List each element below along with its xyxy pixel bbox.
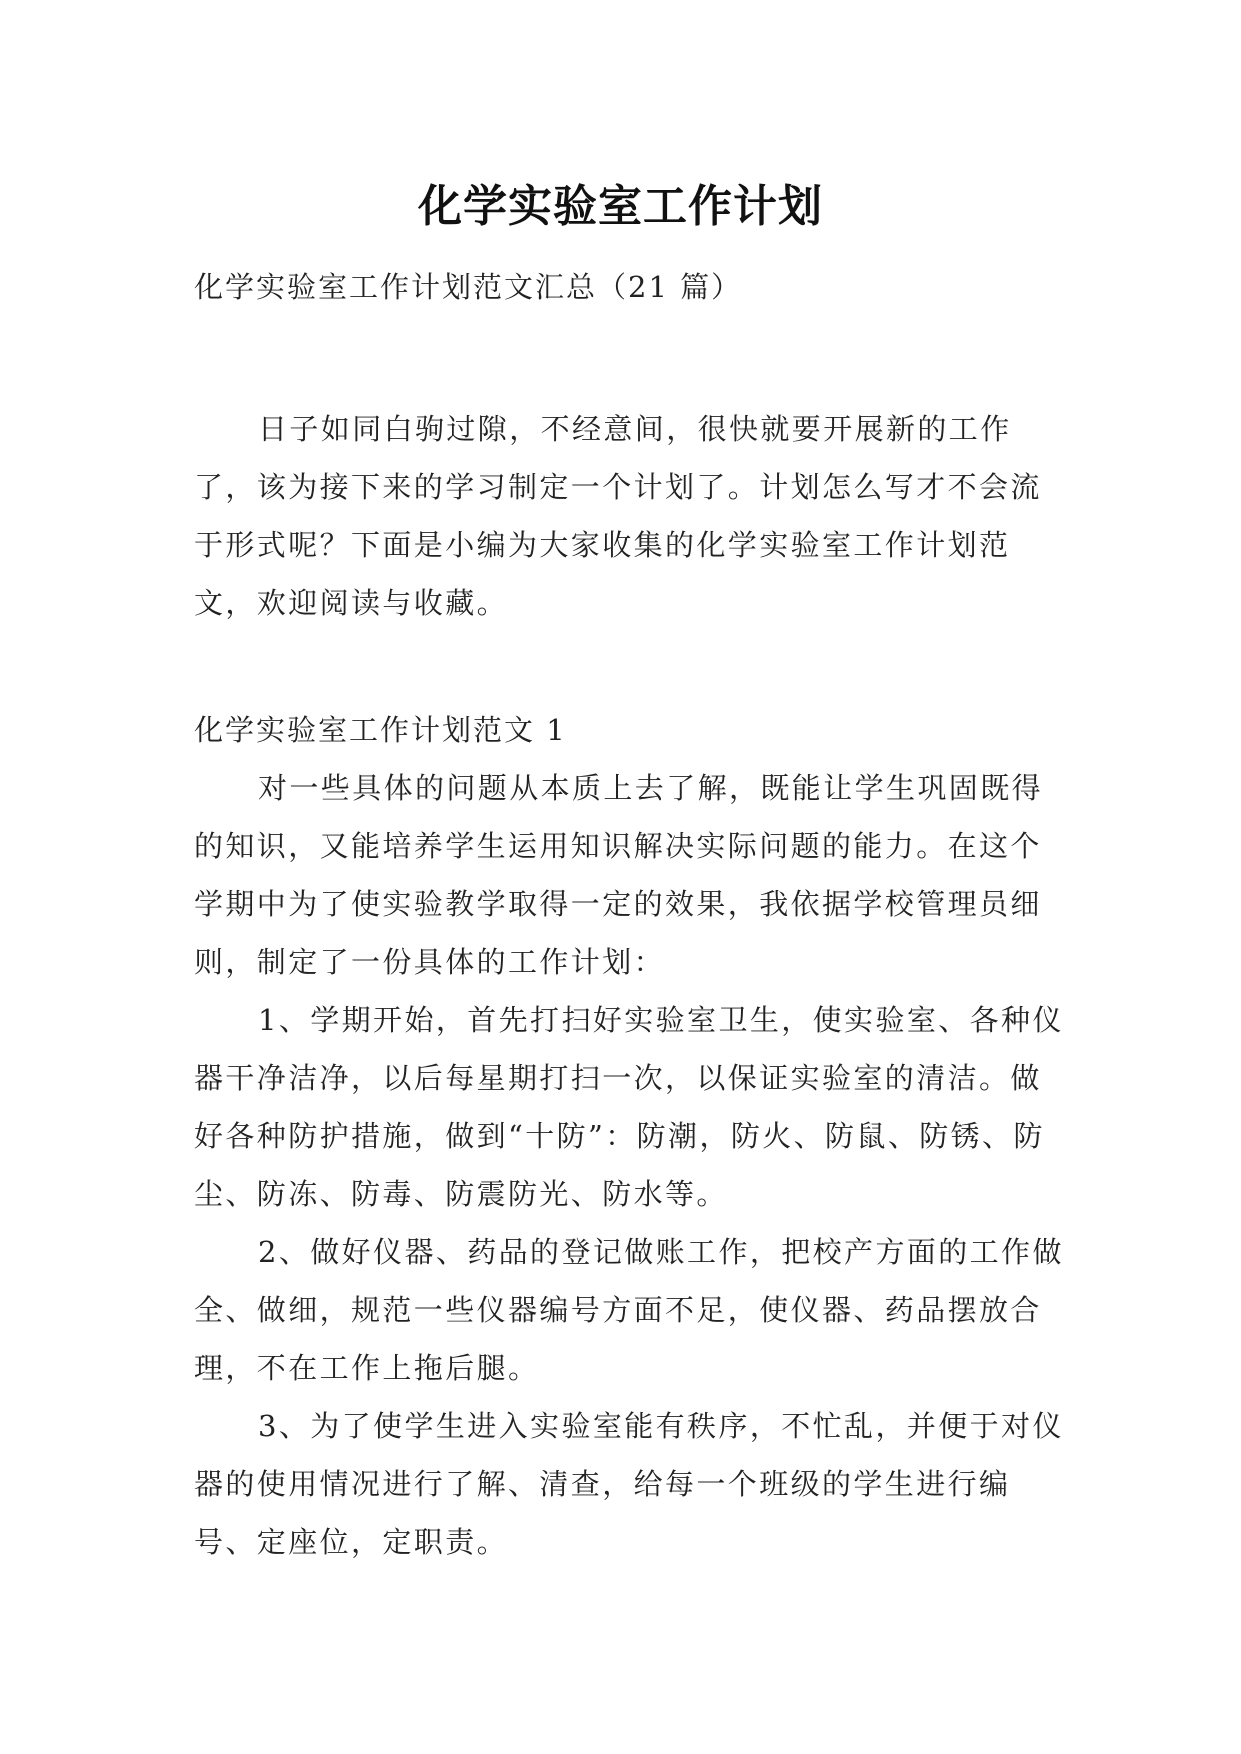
section-heading: 化学实验室工作计划范文 1 bbox=[194, 713, 567, 747]
list-item-1: 1、学期开始，首先打扫好实验室卫生，使实验室、各种仪器干净洁净，以后每星期打扫一次，以保证实验室的清洁。做好各种防护措施，做到“十防”：防潮，防火、防鼠、防锈、防尘、防冻、防毒、防震防光、防水等。 bbox=[194, 1003, 1064, 1211]
section-paragraph: 对一些具体的问题从本质上去了解，既能让学生巩固既得的知识，又能培养学生运用知识解决实际问题的能力。在这个学期中为了使实验教学取得一定的效果，我依据学校管理员细则，制定了一份具体的工作计划： bbox=[194, 771, 1044, 979]
list-item-3: 3、为了使学生进入实验室能有秩序，不忙乱，并便于对仪器的使用情况进行了解、清查，给每一个班级的学生进行编号、定座位，定职责。 bbox=[194, 1409, 1064, 1559]
document-subtitle: 化学实验室工作计划范文汇总（21 篇） bbox=[194, 270, 743, 304]
list-item-2: 2、做好仪器、药品的登记做账工作，把校产方面的工作做全、做细，规范一些仪器编号方面不足，使仪器、药品摆放合理，不在工作上拖后腿。 bbox=[194, 1235, 1064, 1385]
document-title: 化学实验室工作计划 bbox=[418, 181, 823, 233]
section-body bbox=[194, 759, 1064, 1571]
intro-paragraph: 日子如同白驹过隙，不经意间，很快就要开展新的工作了，该为接下来的学习制定一个计划了。计划怎么写才不会流于形式呢？下面是小编为大家收集的化学实验室工作计划范文，欢迎阅读与收藏。 bbox=[194, 412, 1042, 620]
